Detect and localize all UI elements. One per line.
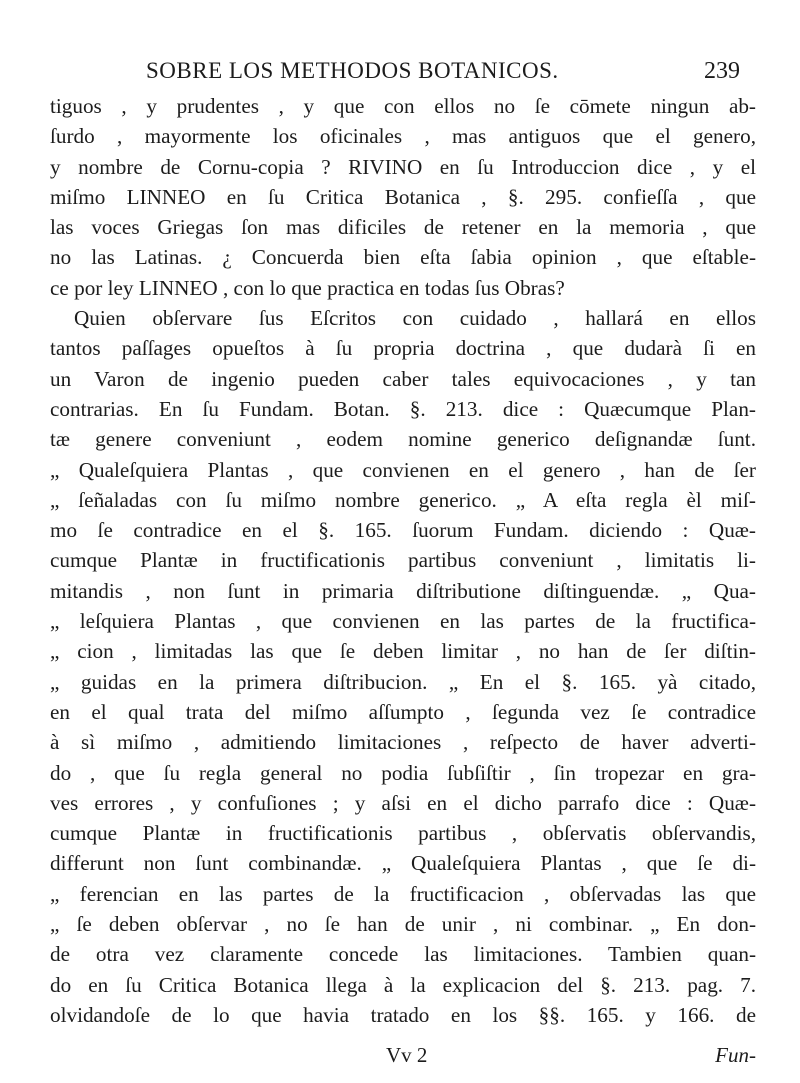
text-line: „ ſe deben obſervar , no ſe han de unir , ni combinar. „ En don- [50, 912, 756, 937]
text-line: y nombre de Cornu-copia ? RIVINO en ſu Introduccion dice , y el [50, 154, 756, 179]
text-line: cumque Plantæ in fructificationis partibus conveniunt , limitatis li- [50, 548, 756, 573]
text-line: „ ferencian en las partes de la fructificacion , obſervadas las que [50, 881, 756, 906]
page-number: 239 [704, 58, 740, 84]
text-line: ce por ley LINNEO , con lo que practica en todas ſus Obras? [50, 275, 565, 300]
text-line: en el qual trata del miſmo aſſumpto , ſegunda vez ſe contradice [50, 699, 756, 724]
text-line: Quien obſervare ſus Eſcritos con cuidado , hallará en ellos [74, 306, 756, 331]
running-title: SOBRE LOS METHODOS BOTANICOS. [146, 58, 559, 83]
text-line: ſurdo , mayormente los oficinales , mas antiguos que el genero, [50, 124, 756, 149]
text-line: tiguos , y prudentes , y que con ellos no ſe cōmete ningun ab- [50, 94, 756, 118]
text-line: do , que ſu regla general no podia ſubſiſtir , ſin tropezar en gra- [50, 760, 756, 785]
text-line: tæ genere conveniunt , eodem nomine generico deſignandæ ſunt. [50, 427, 756, 452]
text-line: ves errores , y confuſiones ; y aſsi en el dicho parrafo dice : Quæ- [50, 790, 756, 815]
text-line: no las Latinas. ¿ Concuerda bien eſta ſabia opinion , que eſtable- [50, 245, 756, 270]
text-line: à sì miſmo , admitiendo limitaciones , reſpecto de haver adverti- [50, 730, 756, 755]
text-line: „ Qualeſquiera Plantas , que convienen en el genero , han de ſer [50, 457, 756, 482]
text-line: „ cion , limitadas las que ſe deben limitar , no han de ſer diſtin- [50, 639, 756, 664]
text-line: cumque Plantæ in fructificationis partibus , obſervatis obſervandis, [50, 821, 756, 846]
text-line: „ guidas en la primera diſtribucion. „ En el §. 165. yà citado, [50, 669, 756, 694]
text-line: de otra vez claramente concede las limitaciones. Tambien quan- [50, 942, 756, 967]
text-line: las voces Griegas ſon mas dificiles de retener en la memoria , que [50, 215, 756, 240]
catchword: Fun- [715, 1043, 756, 1067]
signature-mark: Vv 2 [386, 1043, 428, 1067]
text-line: contrarias. En ſu Fundam. Botan. §. 213. dice : Quæcumque Plan- [50, 396, 756, 421]
text-line: „ leſquiera Plantas , que convienen en las partes de la fructifica- [50, 609, 756, 634]
text-line: mo ſe contradice en el §. 165. ſuorum Fundam. diciendo : Quæ- [50, 518, 756, 543]
text-line: mitandis , non ſunt in primaria diſtributione diſtinguendæ. „ Qua- [50, 578, 756, 603]
text-line: olvidandoſe de lo que havia tratado en los §§. 165. y 166. de [50, 1002, 756, 1027]
body-text [50, 91, 756, 1030]
text-line: „ ſeñaladas con ſu miſmo nombre generico. „ A eſta regla èl miſ- [50, 487, 756, 512]
text-line: miſmo LINNEO en ſu Critica Botanica , §. 295. confieſſa , que [50, 184, 756, 209]
text-line: do en ſu Critica Botanica llega à la explicacion del §. 213. pag. 7. [50, 972, 756, 997]
text-line: differunt non ſunt combinandæ. „ Qualeſquiera Plantas , que ſe di- [50, 851, 756, 876]
text-line: un Varon de ingenio pueden caber tales equivocaciones , y tan [50, 366, 756, 391]
page-header [146, 58, 740, 85]
text-line: tantos paſſages opueſtos à ſu propria doctrina , que dudarà ſi en [50, 336, 756, 361]
